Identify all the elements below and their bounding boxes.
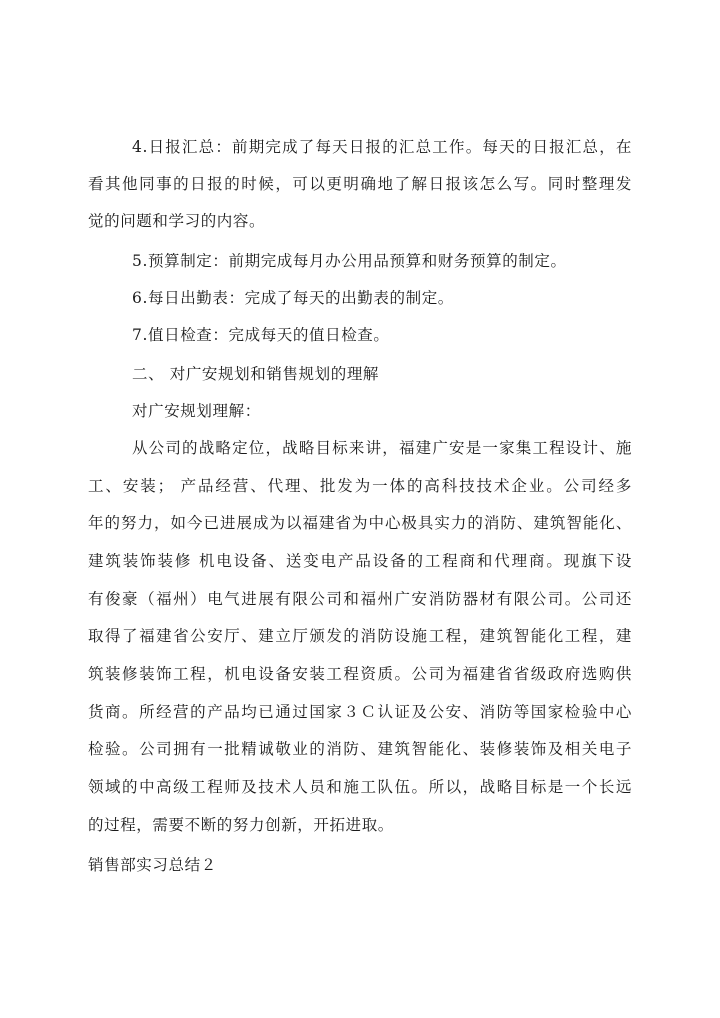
paragraph-line: 看其他同事的日报的时候，可以更明确地了解日报该怎么写。同时整理发 <box>88 175 632 193</box>
document-title: 销售部实习总结２ <box>88 856 217 874</box>
paragraph-line: 有俊豪（福州）电气进展有限公司和福州广安消防器材有限公司。公司还 <box>88 590 632 608</box>
list-item-budget: 5.预算制定：前期完成每月办公用品预算和财务预算的制定。 <box>132 252 567 270</box>
paragraph-line: 4.日报汇总：前期完成了每天日报的汇总工作。每天的日报汇总，在 <box>132 138 632 156</box>
paragraph-line: 检验。公司拥有一批精诚敬业的消防、建筑智能化、装修装饰及相关电子 <box>88 740 632 758</box>
paragraph-line: 建筑装饰装修 机电设备、送变电产品设备的工程商和代理商。现旗下设 <box>88 552 632 570</box>
list-item-duty-check: 7.值日检查：完成每天的值日检查。 <box>132 326 390 344</box>
list-item-attendance: 6.每日出勤表：完成了每天的出勤表的制定。 <box>132 289 454 307</box>
paragraph-line: 领域的中高级工程师及技术人员和施工队伍。所以，战略目标是一个长远 <box>88 778 632 796</box>
paragraph-line: 货商。所经营的产品均已通过国家３Ｃ认证及公安、消防等国家检验中心 <box>88 703 632 721</box>
paragraph-line: 筑装修装饰工程，机电设备安装工程资质。公司为福建省省级政府选购供 <box>88 665 632 683</box>
paragraph-line: 觉的问题和学习的内容。 <box>88 212 266 230</box>
paragraph-line: 工、安装； 产品经营、代理、批发为一体的高科技技术企业。公司经多 <box>88 477 632 495</box>
paragraph-line: 从公司的战略定位，战略目标来讲，福建广安是一家集工程设计、施 <box>132 439 632 457</box>
paragraph-line: 年的努力，如今已进展成为以福建省为中心极具实力的消防、建筑智能化、 <box>88 514 632 532</box>
section-heading: 二、 对广安规划和销售规划的理解 <box>132 365 380 383</box>
paragraph-line: 取得了福建省公安厅、建立厅颁发的消防设施工程，建筑智能化工程，建 <box>88 627 632 645</box>
paragraph-line: 的过程，需要不断的努力创新，开拓进取。 <box>88 816 394 834</box>
subsection-heading: 对广安规划理解： <box>132 402 261 420</box>
